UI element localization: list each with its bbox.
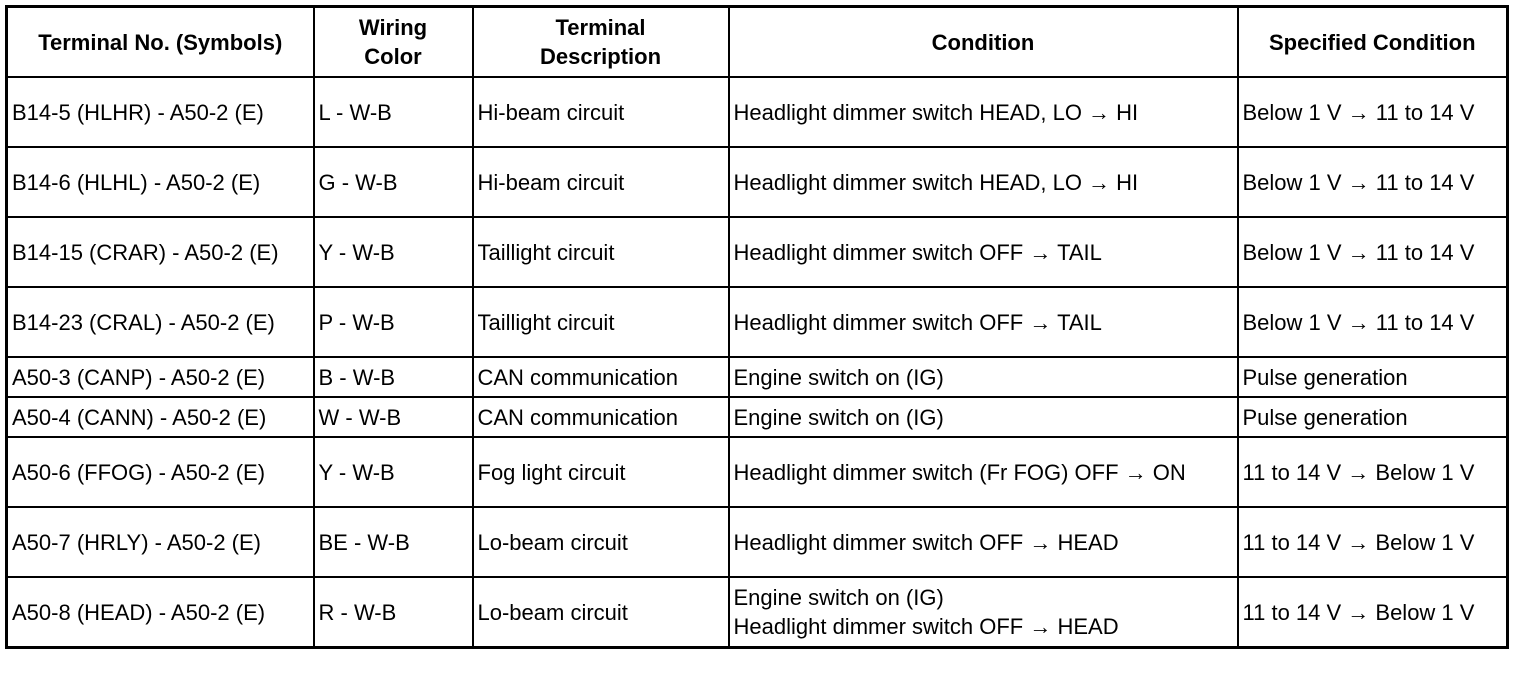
header-condition: Condition (729, 7, 1238, 78)
specified-condition-cell: Below 1 V → 11 to 14 V (1238, 77, 1508, 147)
table-row (7, 217, 1508, 287)
wiring-color-cell: R - W-B (314, 577, 473, 648)
terminal-cell: B14-5 (HLHR) - A50-2 (E) (7, 77, 314, 147)
condition-cell: Headlight dimmer switch OFF → TAIL (729, 217, 1238, 287)
specified-condition-cell: Pulse generation (1238, 357, 1508, 397)
table-row (7, 397, 1508, 437)
specified-condition-cell: Pulse generation (1238, 397, 1508, 437)
wiring-color-cell: L - W-B (314, 77, 473, 147)
condition-cell: Headlight dimmer switch OFF → TAIL (729, 287, 1238, 357)
condition-cell: Headlight dimmer switch HEAD, LO → HI (729, 147, 1238, 217)
table-row (7, 147, 1508, 217)
specified-condition-cell: Below 1 V → 11 to 14 V (1238, 287, 1508, 357)
terminal-cell: A50-4 (CANN) - A50-2 (E) (7, 397, 314, 437)
description-cell: Taillight circuit (473, 287, 729, 357)
specified-condition-cell: 11 to 14 V → Below 1 V (1238, 577, 1508, 648)
description-cell: Hi-beam circuit (473, 147, 729, 217)
condition-cell: Headlight dimmer switch (Fr FOG) OFF → ON (729, 437, 1238, 507)
table-row (7, 437, 1508, 507)
terminal-cell: A50-7 (HRLY) - A50-2 (E) (7, 507, 314, 577)
header-specified-condition: Specified Condition (1238, 7, 1508, 78)
terminal-cell: B14-23 (CRAL) - A50-2 (E) (7, 287, 314, 357)
condition-cell: Engine switch on (IG) (729, 397, 1238, 437)
wiring-color-cell: Y - W-B (314, 217, 473, 287)
terminal-cell: B14-15 (CRAR) - A50-2 (E) (7, 217, 314, 287)
specified-condition-cell: Below 1 V → 11 to 14 V (1238, 217, 1508, 287)
terminal-cell: B14-6 (HLHL) - A50-2 (E) (7, 147, 314, 217)
terminal-inspection-table (5, 5, 1509, 649)
terminal-cell: A50-3 (CANP) - A50-2 (E) (7, 357, 314, 397)
header-wiring-color: Wiring Color (314, 7, 473, 78)
wiring-color-cell: B - W-B (314, 357, 473, 397)
condition-cell: Engine switch on (IG) Headlight dimmer switch OFF → HEAD (729, 577, 1238, 648)
table-row (7, 357, 1508, 397)
description-cell: CAN communication (473, 357, 729, 397)
wiring-color-cell: Y - W-B (314, 437, 473, 507)
description-cell: Lo-beam circuit (473, 577, 729, 648)
terminal-cell: A50-8 (HEAD) - A50-2 (E) (7, 577, 314, 648)
table-row (7, 577, 1508, 648)
description-cell: Hi-beam circuit (473, 77, 729, 147)
table-header-row (7, 7, 1508, 78)
condition-cell: Engine switch on (IG) (729, 357, 1238, 397)
header-terminal-no: Terminal No. (Symbols) (7, 7, 314, 78)
terminal-inspection-table-container (5, 5, 1509, 649)
table-row (7, 287, 1508, 357)
specified-condition-cell: 11 to 14 V → Below 1 V (1238, 437, 1508, 507)
description-cell: CAN communication (473, 397, 729, 437)
specified-condition-cell: 11 to 14 V → Below 1 V (1238, 507, 1508, 577)
specified-condition-cell: Below 1 V → 11 to 14 V (1238, 147, 1508, 217)
table-row (7, 507, 1508, 577)
wiring-color-cell: W - W-B (314, 397, 473, 437)
description-cell: Fog light circuit (473, 437, 729, 507)
table-row (7, 77, 1508, 147)
condition-cell: Headlight dimmer switch OFF → HEAD (729, 507, 1238, 577)
header-terminal-description: Terminal Description (473, 7, 729, 78)
description-cell: Lo-beam circuit (473, 507, 729, 577)
wiring-color-cell: P - W-B (314, 287, 473, 357)
wiring-color-cell: BE - W-B (314, 507, 473, 577)
terminal-cell: A50-6 (FFOG) - A50-2 (E) (7, 437, 314, 507)
description-cell: Taillight circuit (473, 217, 729, 287)
wiring-color-cell: G - W-B (314, 147, 473, 217)
condition-cell: Headlight dimmer switch HEAD, LO → HI (729, 77, 1238, 147)
